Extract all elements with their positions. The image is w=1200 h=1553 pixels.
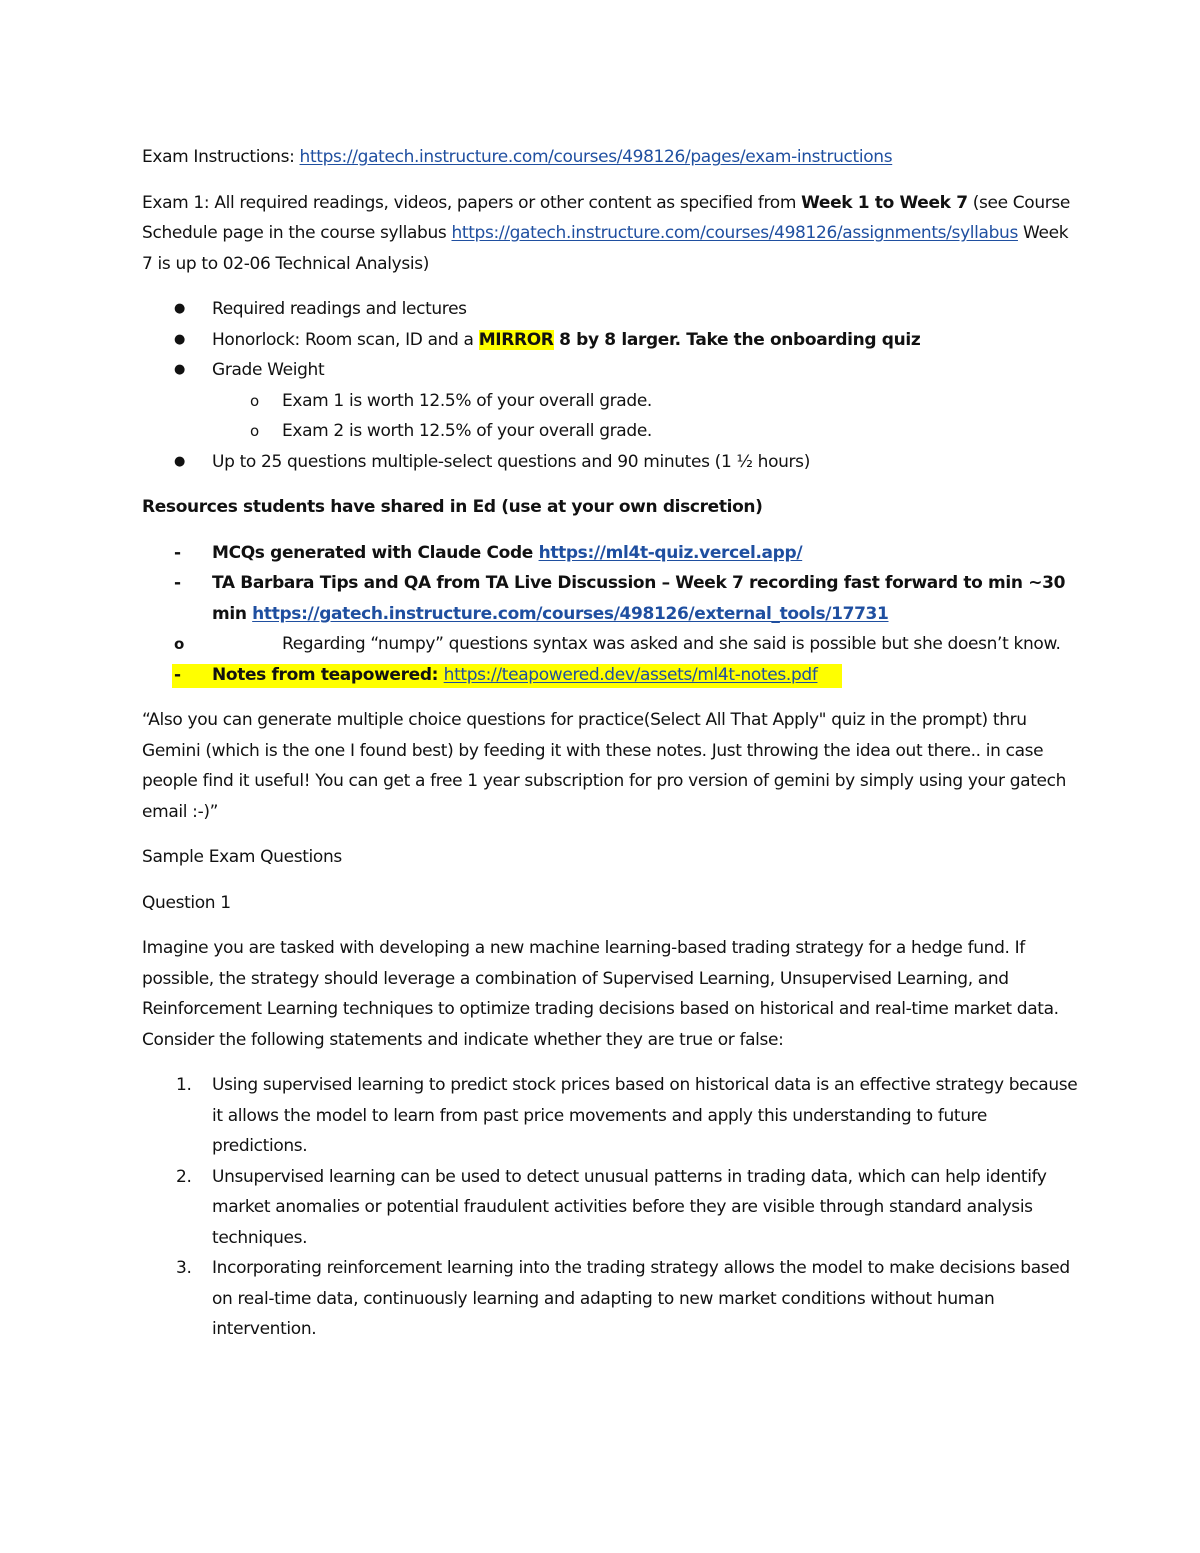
statement-text: Using supervised learning to predict stock prices based on historical data is an effective strategy because it allows the model to learn from past price movements and apply this understanding to future predictions. [212, 1075, 1078, 1156]
sub-list-item [142, 629, 1080, 660]
statement-item [142, 1253, 1080, 1345]
resource-item [142, 568, 1080, 660]
exam-bullet-list [142, 294, 1080, 477]
external-tools-link[interactable]: https://gatech.instructure.com/courses/498126/external_tools/17731 [252, 603, 889, 624]
list-item-text: Honorlock: Room scan, ID and a [212, 329, 479, 350]
dash-marker: - [174, 664, 181, 685]
list-item [142, 294, 1080, 325]
statement-number: 3. [176, 1258, 192, 1278]
exam1-mid: (see Course Schedule page in the course syllabus [142, 192, 1071, 243]
list-item [142, 355, 1080, 447]
syllabus-link[interactable]: https://gatech.instructure.com/courses/498126/assignments/syllabus [451, 223, 1018, 243]
onboarding-note: 8 by 8 larger. Take the onboarding quiz [553, 329, 921, 350]
exam1-suffix: Week 7 is up to 02-06 Technical Analysis) [142, 223, 1069, 274]
exam-instructions-label: Exam Instructions: [142, 147, 300, 167]
dash-marker: - [174, 573, 181, 593]
quote-paragraph: “Also you can generate multiple choice questions for practice(Select All That Apply" quiz in the prompt) thru Gemini (which is the one I found best) by feeding it with these notes. Just throwing the idea out there.. in case people find it useful! You can get a free 1 year subscription for pro version of gemini by simply using your gatech email :-)” [142, 710, 1067, 822]
list-item [142, 447, 1080, 478]
statement-item [142, 1162, 1080, 1254]
resources-heading [142, 492, 1080, 523]
exam1-weeks: Week 1 to Week 7 [801, 192, 968, 213]
resource-text: MCQs generated with Claude Code [212, 542, 539, 563]
dash-marker: - [174, 542, 181, 563]
resources-heading-text: Resources students have shared in Ed (use at your own discretion) [142, 497, 763, 517]
statement-text: Unsupervised learning can be used to detect unusual patterns in trading data, which can help identify market anomalies or potential fraudulent activities before they are visible through standard analysis techniques. [212, 1166, 1047, 1248]
sub-list-item [142, 386, 1080, 417]
exam-instructions-link[interactable]: https://gatech.instructure.com/courses/498126/pages/exam-instructions [299, 147, 893, 167]
bullet-icon: ● [174, 301, 185, 316]
list-item-text: Up to 25 questions multiple-select questions and 90 minutes (1 ½ hours) [212, 451, 810, 472]
exam-instructions-line [142, 142, 1080, 173]
list-item-text: Required readings and lectures [212, 299, 467, 319]
resource-item-highlighted [142, 660, 1080, 691]
sub-bullet-icon: o [174, 635, 184, 653]
bullet-icon: ● [174, 331, 185, 347]
sample-heading: Sample Exam Questions [142, 847, 342, 867]
mirror-highlight: MIRROR [478, 329, 554, 350]
statement-number: 2. [176, 1166, 192, 1187]
resources-list [142, 538, 1080, 691]
statement-text: Incorporating reinforcement learning into the trading strategy allows the model to make decisions based on real-time data, continuously learning and adapting to new market conditions without human intervention. [212, 1258, 1070, 1339]
statements-list [142, 1070, 1080, 1345]
sub-list-item [142, 416, 1080, 447]
sub-list-item-text: Exam 2 is worth 12.5% of your overall grade. [282, 421, 652, 441]
quiz-link[interactable]: https://ml4t-quiz.vercel.app/ [538, 542, 803, 563]
sub-bullet-icon: o [250, 422, 259, 440]
sub-list-item-text: Regarding “numpy” questions syntax was asked and she said is possible but she doesn’t know. [282, 634, 1061, 654]
question-label: Question 1 [142, 892, 231, 913]
statement-item [142, 1070, 1080, 1162]
grade-weight-sublist [142, 386, 1080, 447]
list-item-text: Grade Weight [212, 360, 325, 380]
bullet-icon: ● [174, 362, 185, 377]
resource-item [142, 538, 1080, 569]
exam1-prefix: Exam 1: All required readings, videos, papers or other content as specified from [142, 192, 802, 213]
sub-list-item-text: Exam 1 is worth 12.5% of your overall grade. [282, 390, 652, 411]
resource-text: Notes from teapowered: [212, 664, 444, 685]
bullet-icon: ● [174, 453, 185, 469]
exam1-paragraph [142, 188, 1080, 280]
notes-link[interactable]: https://teapowered.dev/assets/ml4t-notes.pdf [443, 664, 818, 685]
resource-text: TA Barbara Tips and QA from TA Live Discussion – Week 7 recording fast forward to min ~30 min [212, 573, 1066, 624]
resource-sublist [142, 629, 1080, 660]
question-text: Imagine you are tasked with developing a new machine learning-based trading strategy for a hedge fund. If possible, the strategy should leverage a combination of Supervised Learning, Unsupervised Learning, and Reinforcement Learning techniques to optimize trading decisions based on historical and real-time market data. Consider the following statements and indicate whether they are true or false: [142, 938, 1059, 1050]
sub-bullet-icon: o [250, 391, 259, 410]
statement-number: 1. [176, 1075, 192, 1095]
list-item [142, 325, 1080, 356]
